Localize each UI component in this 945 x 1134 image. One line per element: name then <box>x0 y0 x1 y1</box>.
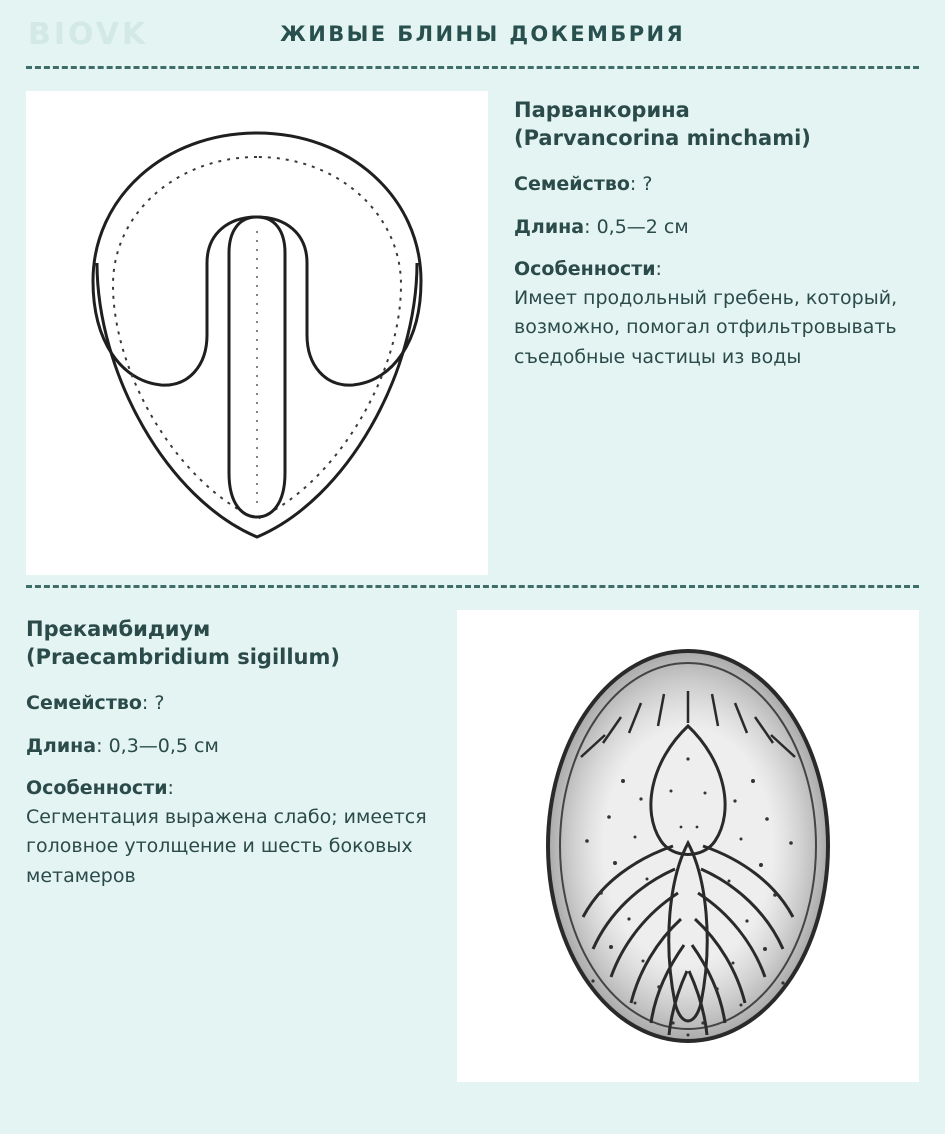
colon-6: : <box>167 777 174 800</box>
info-parvancorina <box>514 91 919 575</box>
species-name <box>514 97 919 152</box>
field-family <box>26 689 431 718</box>
species-name-latin: (Parvancorina minchami) <box>514 125 811 150</box>
species-name-latin: (Praecambridium sigillum) <box>26 644 340 669</box>
praecambridium-stipple-drawing <box>523 631 853 1061</box>
field-family-label: Семейство <box>514 173 630 196</box>
field-family <box>514 170 919 199</box>
info-praecambridium <box>26 610 431 1082</box>
field-length <box>514 213 919 242</box>
field-features-label: Особенности <box>514 258 656 281</box>
field-length-value: 0,3—0,5 см <box>108 734 219 757</box>
field-family-value: ? <box>642 173 653 196</box>
page-title: ЖИВЫЕ БЛИНЫ ДОКЕМБРИЯ <box>280 22 686 46</box>
field-features-value: Сегментация выражена слабо; имеется головное утолщение и шесть боковых метамеров <box>26 805 427 887</box>
field-features-label: Особенности <box>26 777 168 800</box>
entry-praecambridium <box>0 588 945 1092</box>
colon-3: : <box>655 258 662 281</box>
colon-5: : <box>96 734 103 757</box>
field-family-value: ? <box>154 692 165 715</box>
colon-4: : <box>141 692 149 715</box>
entry-parvancorina <box>0 69 945 585</box>
field-features <box>26 774 431 891</box>
field-length-value: 0,5—2 см <box>596 215 689 238</box>
species-name <box>26 616 431 671</box>
species-name-ru: Прекамбидиум <box>26 617 211 641</box>
colon-1: : <box>629 173 637 196</box>
field-length <box>26 732 431 761</box>
parvancorina-outline-drawing <box>57 113 457 553</box>
field-length-label: Длина <box>514 215 585 238</box>
watermark-logo: BIOVK <box>28 16 149 52</box>
colon-2: : <box>584 215 591 238</box>
field-features-value: Имеет продольный гребень, который, возможно, помогал отфильтровывать съедобные частицы из воды <box>514 286 898 368</box>
species-name-ru: Парванкорина <box>514 98 690 122</box>
page-header <box>0 0 945 68</box>
field-features <box>514 255 919 372</box>
field-family-label: Семейство <box>26 692 142 715</box>
figure-parvancorina <box>26 91 488 575</box>
field-length-label: Длина <box>26 734 97 757</box>
figure-praecambridium <box>457 610 919 1082</box>
